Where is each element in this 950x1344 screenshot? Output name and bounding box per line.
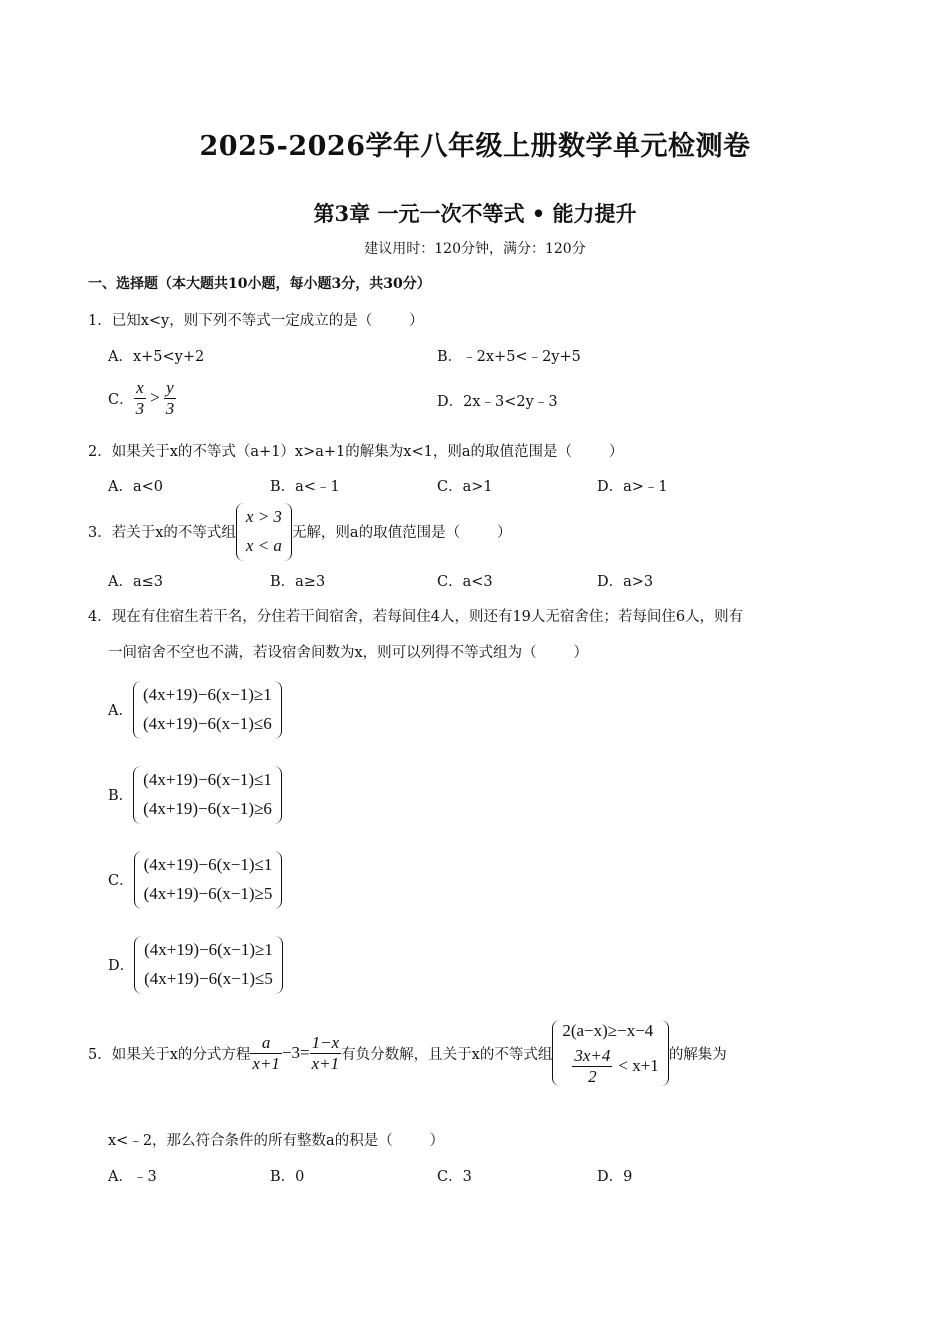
q4-stem-line1: 4．现在有住宿生若干名，分住若干间宿舍，若每间住4人，则还有19人无宿舍住；若每间住6人，则有 [88,609,744,625]
q1-option-b: B．﹣2x+5<﹣2y+5 [437,349,581,365]
q3-row1: x > 3 [245,507,282,526]
q5-fraction-1 [250,1033,282,1073]
q1-option-d: D．2x﹣3<2y﹣3 [437,394,558,410]
q2-stem: 2．如果关于x的不等式（a+1）x>a+1的解集为x<1，则a的取值范围是（ ） [88,444,624,460]
q1-option-c-right-fraction [164,378,177,418]
q5-stem-post: 的解集为 [668,1046,727,1063]
q4-a-row2: (4x+19)−6(x−1)≤6 [142,713,272,733]
q4-c-row1: (4x+19)−6(x−1)≤1 [143,855,273,874]
q5-row1: 2(a−x)≥−x−4 [562,1021,654,1040]
q3-option-c: C．a<3 [437,574,493,590]
q3-stem-pre: 3．若关于x的不等式组 [88,525,236,542]
q2-option-b: B．a<﹣1 [270,479,340,495]
q4-b-row1: (4x+19)−6(x−1)≤1 [143,770,272,789]
q3-option-d: D．a>3 [597,574,654,590]
left-brace [236,503,244,561]
q3-stem-post: 无解，则a的取值范围是（ ） [291,525,512,542]
q4-a-row1: (4x+19)−6(x−1)≥1 [142,685,272,704]
q5-stem-pre: 5．如果关于x的分式方程 [88,1046,251,1063]
q3-row2: x < a [245,535,282,555]
q1-c-right-den: 3 [165,398,175,418]
q4-option-d [108,936,283,994]
q1-c-operator: > [150,388,160,408]
q4-option-b-label: B． [108,788,134,805]
q5-option-a: A．﹣3 [108,1169,157,1185]
q5-option-c: C．3 [437,1169,472,1185]
q5-stem-line2: x<﹣2，那么符合条件的所有整数a的积是（ ） [108,1133,445,1149]
q1-stem: 1．已知x<y，则下列不等式一定成立的是（ ） [88,313,424,329]
q2-option-a: A．a<0 [108,479,163,495]
right-paren [661,1020,669,1086]
q5-row2-den: 2 [588,1066,597,1086]
q5-inequality-system [552,1020,668,1086]
time-score-info: 建议用时：120分钟，满分：120分 [364,241,586,257]
q4-option-c [108,851,282,909]
q4-option-a [108,681,282,739]
left-brace [134,936,142,994]
left-brace [133,766,141,824]
q1-c-right-num: y [164,378,177,399]
q5-f1-den: x+1 [252,1053,280,1073]
q5-option-d: D．9 [597,1169,633,1185]
q5-row2-rest: < x+1 [618,1056,659,1076]
q4-option-d-label: D． [108,958,135,975]
q4-option-a-label: A． [108,703,133,720]
q5-row2-fraction [572,1046,612,1086]
q3-stem [88,503,511,561]
page-title: 2025-2026学年八年级上册数学单元检测卷 [199,131,751,162]
q4-stem-line2: 一间宿舍不空也不满，若设宿舍间数为x，则可以列得不等式组为（ ） [108,645,589,661]
q3-inequality-system [236,503,292,561]
q5-row2-num: 3x+4 [574,1046,611,1066]
q4-d-row2: (4x+19)−6(x−1)≤5 [144,968,273,988]
section-heading-choice: 一、选择题（本大题共10小题，每小题3分，共30分） [88,276,431,292]
q4-c-row2: (4x+19)−6(x−1)≥5 [143,883,273,903]
left-brace [134,851,142,909]
q4-option-b [108,766,282,824]
chapter-subtitle: 第3章 一元一次不等式 • 能力提升 [313,201,637,226]
q1-option-c-left-fraction [134,378,147,418]
q5-stem [88,1020,727,1086]
q5-stem-mid: 有负分数解，且关于x的不等式组 [341,1046,553,1063]
right-paren [274,766,282,824]
q2-option-c: C．a>1 [437,479,493,495]
left-brace [552,1020,560,1086]
q5-f2-num: 1−x [311,1033,340,1053]
q1-option-a: A．x+5<y+2 [108,349,205,365]
left-brace [133,681,141,739]
q2-option-d: D．a>﹣1 [597,479,668,495]
q1-option-c-label: C． [108,391,134,408]
q4-d-row1: (4x+19)−6(x−1)≥1 [144,940,273,959]
q4-b-row2: (4x+19)−6(x−1)≥6 [143,798,272,818]
q3-option-b: B．a≥3 [270,574,326,590]
right-paren [274,681,282,739]
q5-fraction-2 [310,1033,342,1073]
q5-f2-den: x+1 [311,1053,340,1073]
right-paren [275,936,283,994]
q5-f1-num: a [250,1033,282,1054]
q1-c-left-den: 3 [135,398,145,418]
q1-c-left-num: x [134,378,147,399]
right-paren [274,851,282,909]
q5-option-b: B．0 [270,1169,305,1185]
q5-mid: −3= [281,1043,310,1063]
q4-option-c-label: C． [108,873,134,890]
q3-option-a: A．a≤3 [108,574,163,590]
right-paren [284,503,292,561]
q1-option-c [108,378,176,418]
